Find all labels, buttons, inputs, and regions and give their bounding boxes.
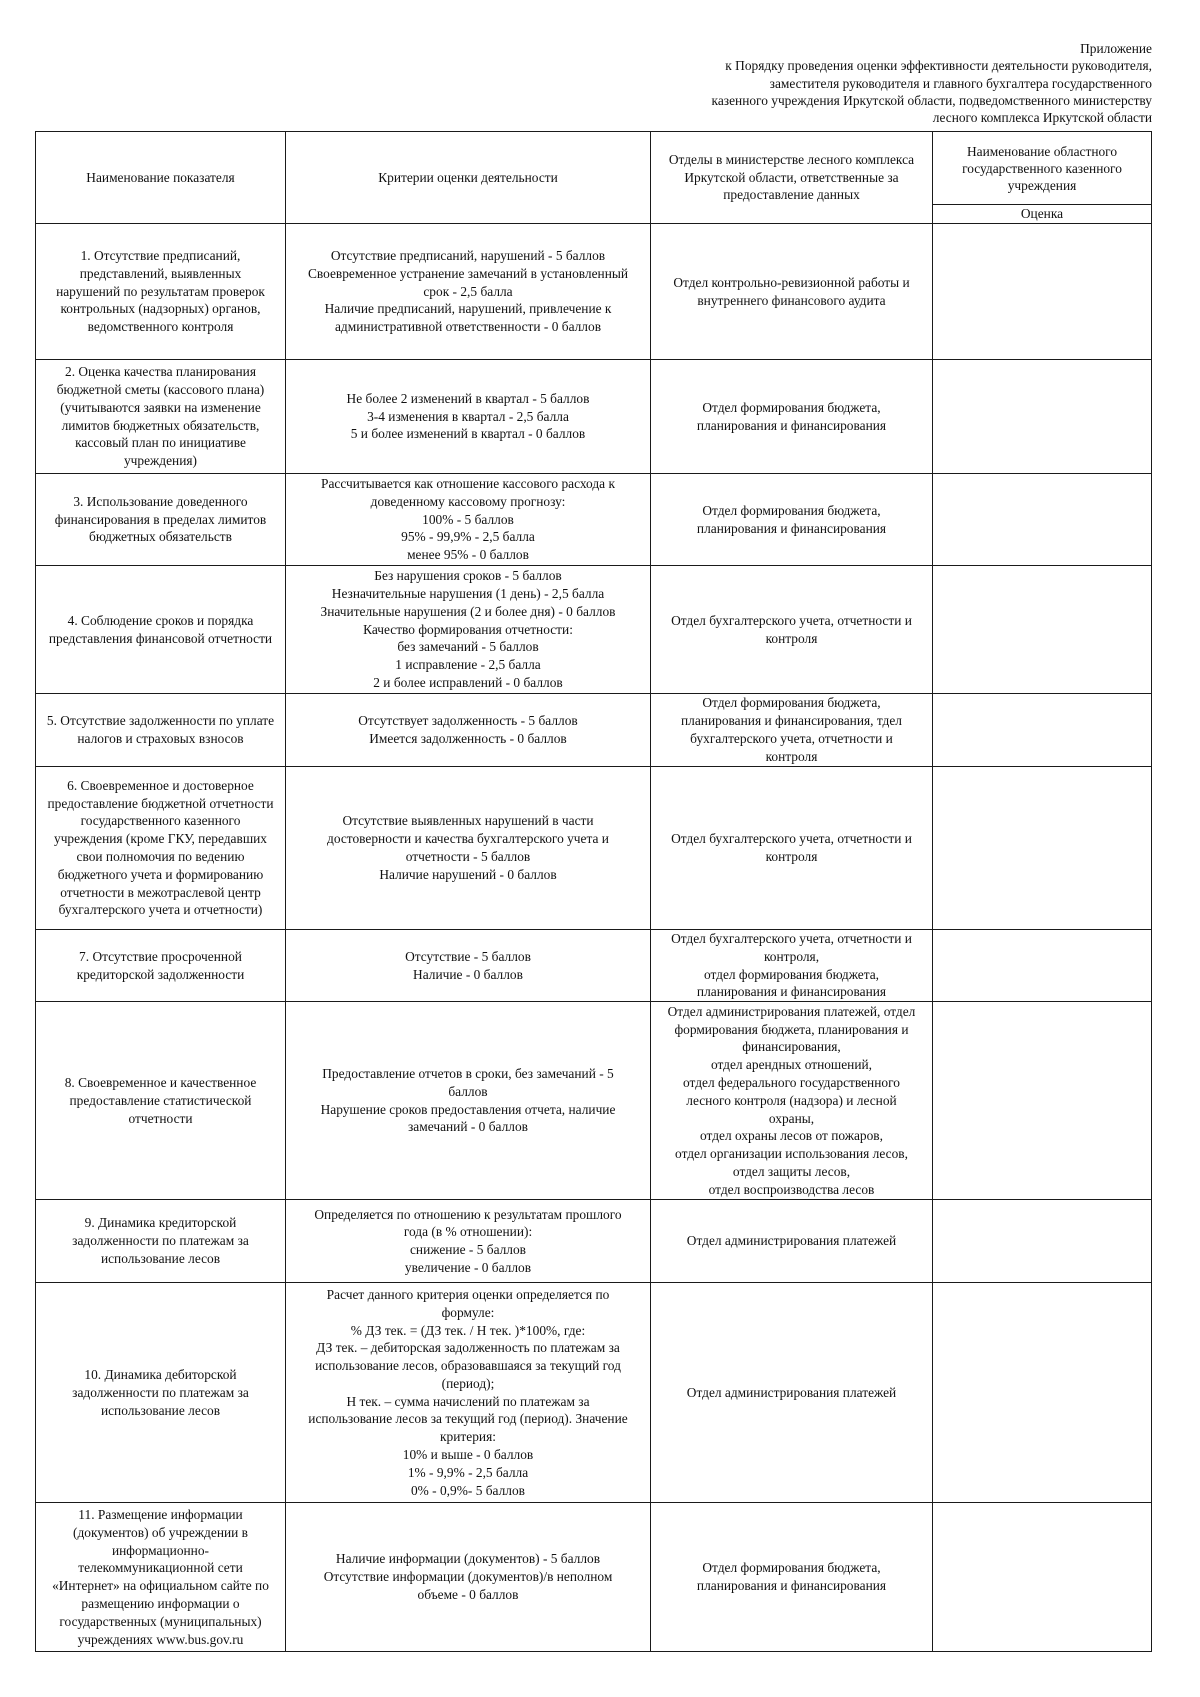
criteria-line: использование лесов, образовавшаяся за текущий год xyxy=(315,1358,621,1374)
header-institution: Наименование областного государственного казенного учреждения xyxy=(933,132,1152,205)
departments-line: планирования и финансирования xyxy=(696,520,887,536)
assessment-cell xyxy=(933,930,1152,1002)
departments-line: планирования и финансирования xyxy=(696,984,887,1000)
departments-cell xyxy=(651,1283,933,1503)
indicator-line: размещению информации о xyxy=(81,1595,240,1611)
criteria-line: Отсутствует задолженность - 5 баллов xyxy=(358,713,578,729)
departments-line: отдел защиты лесов, xyxy=(732,1163,851,1179)
criteria-cell xyxy=(286,566,651,694)
indicator-line: «Интернет» на официальном сайте по xyxy=(52,1578,269,1594)
departments-cell xyxy=(651,1200,933,1283)
indicator-line: задолженности по платежам за xyxy=(72,1233,249,1249)
assessment-cell xyxy=(933,1283,1152,1503)
criteria-line: Не более 2 изменений в квартал - 5 баллов xyxy=(346,390,590,406)
indicator-line: информационно- xyxy=(111,1542,210,1558)
criteria-cell xyxy=(286,224,651,360)
table-header-row xyxy=(36,132,1152,205)
criteria-line: Отсутствие предписаний, нарушений - 5 баллов xyxy=(330,248,606,263)
table-row xyxy=(36,360,1152,474)
indicator-line: (учитываются заявки на изменение xyxy=(60,399,261,415)
assessment-cell xyxy=(933,224,1152,360)
table-row xyxy=(36,566,1152,694)
departments-line: Отдел администрирования платежей, отдел xyxy=(667,1003,916,1019)
criteria-line: Отсутствие выявленных нарушений в части xyxy=(342,813,594,829)
criteria-line: достоверности и качества бухгалтерского учета и xyxy=(327,831,609,847)
criteria-line: Отсутствие - 5 баллов xyxy=(405,948,531,964)
indicator-line: кассовый план по инициативе xyxy=(75,435,246,451)
criteria-line: Своевременное устранение замечаний в установленный xyxy=(307,265,629,281)
criteria-line: 2 и более исправлений - 0 баллов xyxy=(373,674,563,690)
indicator-cell xyxy=(36,566,286,694)
departments-line: внутреннего финансового аудита xyxy=(697,292,886,308)
criteria-line: отчетности - 5 баллов xyxy=(405,849,531,864)
departments-line: бухгалтерского учета, отчетности и xyxy=(690,731,893,746)
indicator-line: бюджетного учета и формированию xyxy=(57,866,264,882)
criteria-cell xyxy=(286,360,651,474)
criteria-line: баллов xyxy=(448,1083,488,1099)
criteria-line: Предоставление отчетов в сроки, без замечаний - 5 xyxy=(322,1066,614,1082)
indicator-line: государственного казенного xyxy=(80,813,241,829)
criteria-cell xyxy=(286,1002,651,1200)
criteria-cell xyxy=(286,767,651,930)
criteria-line: замечаний - 0 баллов xyxy=(408,1119,528,1135)
indicator-line: учреждениях www.bus.gov.ru xyxy=(77,1631,244,1647)
table-row xyxy=(36,224,1152,360)
indicator-line: финансирования в пределах лимитов xyxy=(54,511,267,527)
departments-line: Отдел администрирования платежей xyxy=(686,1384,897,1400)
indicator-cell xyxy=(36,360,286,474)
departments-line: лесного контроля (надзора) и лесной xyxy=(686,1092,897,1108)
indicator-line: контрольных (надзорных) органов, xyxy=(60,301,261,317)
criteria-line: 1 исправление - 2,5 балла xyxy=(395,657,541,673)
departments-line: отдел охраны лесов от пожаров, xyxy=(700,1128,883,1144)
criteria-line: % ДЗ тек. = (ДЗ тек. / Н тек. )*100%, где: xyxy=(350,1322,586,1338)
criteria-cell xyxy=(286,474,651,566)
header-criteria: Критерии оценки деятельности xyxy=(286,132,651,224)
indicator-line: кредиторской задолженности xyxy=(76,966,245,982)
indicator-line: 10. Динамика дебиторской xyxy=(84,1366,237,1382)
assessment-cell xyxy=(933,1200,1152,1283)
header-line: Приложение xyxy=(1080,41,1152,56)
criteria-line: 100% - 5 баллов xyxy=(422,511,514,527)
indicator-cell xyxy=(36,694,286,767)
indicator-line: предоставление бюджетной отчетности xyxy=(47,795,274,811)
indicator-cell xyxy=(36,1200,286,1283)
assessment-cell xyxy=(933,1503,1152,1652)
indicator-line: отчетности в межотраслевой центр xyxy=(60,884,261,900)
criteria-cell xyxy=(286,1283,651,1503)
indicator-line: (документов) об учреждении в xyxy=(73,1524,248,1540)
departments-line: Отдел формирования бюджета, xyxy=(702,695,881,711)
table-row xyxy=(36,474,1152,566)
criteria-line: Отсутствие информации (документов)/в неполном xyxy=(323,1569,613,1585)
departments-cell xyxy=(651,474,933,566)
indicator-line: свои полномочия по ведению xyxy=(76,849,245,864)
departments-line: контроля xyxy=(765,630,818,646)
indicator-line: бюджетных обязательств xyxy=(89,529,232,545)
criteria-line: Наличие нарушений - 0 баллов xyxy=(379,866,557,882)
header-line: лесного комплекса Иркутской области xyxy=(932,110,1152,126)
departments-line: Отдел бухгалтерского учета, отчетности и xyxy=(671,612,912,628)
indicator-line: 6. Своевременное и достоверное xyxy=(67,777,254,793)
departments-line: финансирования, xyxy=(742,1039,841,1055)
departments-line: Отдел формирования бюджета, xyxy=(702,399,881,415)
departments-line: охраны, xyxy=(768,1110,815,1126)
departments-line: формирования бюджета, планирования и xyxy=(674,1021,909,1037)
table-row xyxy=(36,930,1152,1002)
header-indicator: Наименование показателя xyxy=(36,132,286,224)
criteria-line: Наличие информации (документов) - 5 баллов xyxy=(335,1551,601,1567)
criteria-cell xyxy=(286,694,651,767)
departments-line: отдел федерального государственного xyxy=(683,1074,900,1090)
assessment-cell xyxy=(933,566,1152,694)
criteria-line: объеме - 0 баллов xyxy=(417,1587,519,1603)
header-assessment: Оценка xyxy=(933,205,1152,224)
departments-line: планирования и финансирования xyxy=(696,1578,887,1594)
assessment-cell xyxy=(933,360,1152,474)
criteria-line: Имеется задолженность - 0 баллов xyxy=(369,731,567,746)
criteria-cell xyxy=(286,1503,651,1652)
indicator-cell xyxy=(36,474,286,566)
criteria-line: без замечаний - 5 баллов xyxy=(397,639,539,655)
indicator-line: 3. Использование доведенного xyxy=(73,493,248,509)
indicator-line: использование лесов xyxy=(100,1251,221,1267)
indicator-line: учреждения (кроме ГКУ, передавших xyxy=(54,831,267,847)
criteria-line: (период); xyxy=(441,1375,495,1391)
indicator-line: использование лесов xyxy=(100,1402,221,1418)
criteria-cell xyxy=(286,930,651,1002)
indicator-cell xyxy=(36,1002,286,1200)
departments-line: Отдел администрирования платежей xyxy=(686,1233,897,1249)
departments-cell xyxy=(651,566,933,694)
indicator-line: задолженности по платежам за xyxy=(72,1384,249,1400)
criteria-line: административной ответственности - 0 баллов xyxy=(334,319,602,335)
indicator-line: учреждения) xyxy=(123,453,198,469)
criteria-line: 95% - 99,9% - 2,5 балла xyxy=(401,529,535,545)
indicator-line: телекоммуникационной сети xyxy=(78,1560,243,1576)
indicator-line: 9. Динамика кредиторской xyxy=(84,1215,237,1231)
criteria-line: Рассчитывается как отношение кассового расхода к xyxy=(321,476,615,491)
assessment-cell xyxy=(933,694,1152,767)
criteria-line: Нарушение сроков предоставления отчета, наличие xyxy=(320,1101,616,1117)
criteria-line: снижение - 5 баллов xyxy=(409,1242,527,1258)
indicator-line: предоставление статистической xyxy=(69,1092,252,1108)
criteria-line: менее 95% - 0 баллов xyxy=(407,547,529,563)
table-row xyxy=(36,767,1152,930)
departments-cell xyxy=(651,767,933,930)
departments-line: планирования и финансирования, тдел xyxy=(681,713,902,729)
header-line: к Порядку проведения оценки эффективности деятельности руководителя, xyxy=(725,58,1152,74)
indicator-cell xyxy=(36,930,286,1002)
criteria-line: года (в % отношении): xyxy=(403,1224,533,1240)
criteria-line: увеличение - 0 баллов xyxy=(404,1259,532,1275)
indicator-line: налогов и страховых взносов xyxy=(77,731,244,746)
indicator-line: бюджетной сметы (кассового плана) xyxy=(56,381,265,397)
criteria-line: доведенному кассовому прогнозу: xyxy=(370,493,566,509)
criteria-line: Без нарушения сроков - 5 баллов xyxy=(374,568,562,584)
criteria-line: Значительные нарушения (2 и более дня) - 0 баллов xyxy=(320,603,616,619)
table-row xyxy=(36,1283,1152,1503)
table-body xyxy=(36,224,1152,1652)
departments-line: Отдел контрольно-ревизионной работы и xyxy=(673,274,910,290)
departments-cell xyxy=(651,360,933,474)
criteria-line: Определяется по отношению к результатам прошлого xyxy=(314,1206,622,1222)
departments-cell xyxy=(651,694,933,767)
departments-cell xyxy=(651,930,933,1002)
criteria-line: Наличие - 0 баллов xyxy=(413,966,523,982)
criteria-line: Незначительные нарушения (1 день) - 2,5 балла xyxy=(331,586,605,601)
departments-line: контроля xyxy=(765,849,818,864)
indicator-line: бухгалтерского учета и отчетности) xyxy=(58,902,263,918)
departments-line: Отдел бухгалтерского учета, отчетности и xyxy=(671,931,912,946)
assessment-cell xyxy=(933,474,1152,566)
criteria-cell xyxy=(286,1200,651,1283)
assessment-table xyxy=(35,131,1152,1652)
criteria-line: 5 и более изменений в квартал - 0 баллов xyxy=(350,426,586,442)
header-departments: Отделы в министерстве лесного комплекса Иркутской области, ответственные за предоставление данных xyxy=(651,132,933,224)
departments-line: отдел арендных отношений, xyxy=(710,1057,873,1073)
departments-cell xyxy=(651,224,933,360)
criteria-line: 1% - 9,9% - 2,5 балла xyxy=(407,1464,529,1480)
departments-line: Отдел формирования бюджета, xyxy=(702,1560,881,1576)
departments-line: отдел воспроизводства лесов xyxy=(708,1181,875,1197)
criteria-line: 0% - 0,9%- 5 баллов xyxy=(410,1482,525,1498)
table-row xyxy=(36,1200,1152,1283)
criteria-line: формуле: xyxy=(441,1304,495,1320)
criteria-line: 3-4 изменения в квартал - 2,5 балла xyxy=(367,408,569,424)
criteria-line: Н тек. – сумма начислений по платежам за xyxy=(346,1393,590,1409)
criteria-line: критерия: xyxy=(440,1429,496,1445)
table-row xyxy=(36,1503,1152,1652)
assessment-cell xyxy=(933,767,1152,930)
departments-line: планирования и финансирования xyxy=(696,417,887,433)
criteria-line: ДЗ тек. – дебиторская задолженность по платежам за xyxy=(316,1340,620,1356)
indicator-line: представлений, выявленных xyxy=(79,265,242,281)
indicator-line: государственных (муниципальных) xyxy=(59,1613,262,1629)
departments-line: отдел формирования бюджета, xyxy=(703,966,880,982)
criteria-line: Качество формирования отчетности: xyxy=(363,621,573,637)
departments-line: контроля xyxy=(765,748,818,764)
indicator-cell xyxy=(36,224,286,360)
header-line: заместителя руководителя и главного бухгалтера государственного xyxy=(769,75,1152,91)
indicator-line: 5. Отсутствие задолженности по уплате xyxy=(46,713,275,729)
criteria-line: использование лесов за текущий год (период). Значение xyxy=(308,1411,628,1427)
table-row xyxy=(36,694,1152,767)
indicator-line: лимитов бюджетных обязательств, xyxy=(61,417,260,433)
criteria-line: Наличие предписаний, нарушений, привлечение к xyxy=(324,301,612,317)
indicator-line: отчетности xyxy=(128,1110,193,1126)
document-header xyxy=(452,40,1152,126)
indicator-cell xyxy=(36,767,286,930)
departments-cell xyxy=(651,1503,933,1652)
header-line: казенного учреждения Иркутской области, подведомственного министерству xyxy=(711,92,1152,108)
indicator-line: 7. Отсутствие просроченной xyxy=(79,948,242,964)
departments-cell xyxy=(651,1002,933,1200)
indicator-line: представления финансовой отчетности xyxy=(48,630,273,646)
indicator-line: 4. Соблюдение сроков и порядка xyxy=(67,612,254,628)
departments-line: Отдел формирования бюджета, xyxy=(702,502,881,518)
indicator-line: нарушений по результатам проверок xyxy=(56,283,265,299)
assessment-cell xyxy=(933,1002,1152,1200)
indicator-cell xyxy=(36,1503,286,1652)
indicator-cell xyxy=(36,1283,286,1503)
indicator-line: 2. Оценка качества планирования xyxy=(65,364,256,380)
indicator-line: 8. Своевременное и качественное xyxy=(64,1074,257,1090)
departments-line: Отдел бухгалтерского учета, отчетности и xyxy=(671,831,912,847)
criteria-line: Расчет данного критерия оценки определяется по xyxy=(326,1286,610,1302)
indicator-line: 11. Размещение информации xyxy=(78,1507,243,1522)
departments-line: контроля, xyxy=(763,948,820,964)
indicator-line: ведомственного контроля xyxy=(87,319,234,335)
criteria-line: 10% и выше - 0 баллов xyxy=(402,1447,534,1463)
indicator-line: 1. Отсутствие предписаний, xyxy=(80,248,241,263)
table-row xyxy=(36,1002,1152,1200)
departments-line: отдел организации использования лесов, xyxy=(675,1146,908,1162)
criteria-line: срок - 2,5 балла xyxy=(423,283,513,299)
